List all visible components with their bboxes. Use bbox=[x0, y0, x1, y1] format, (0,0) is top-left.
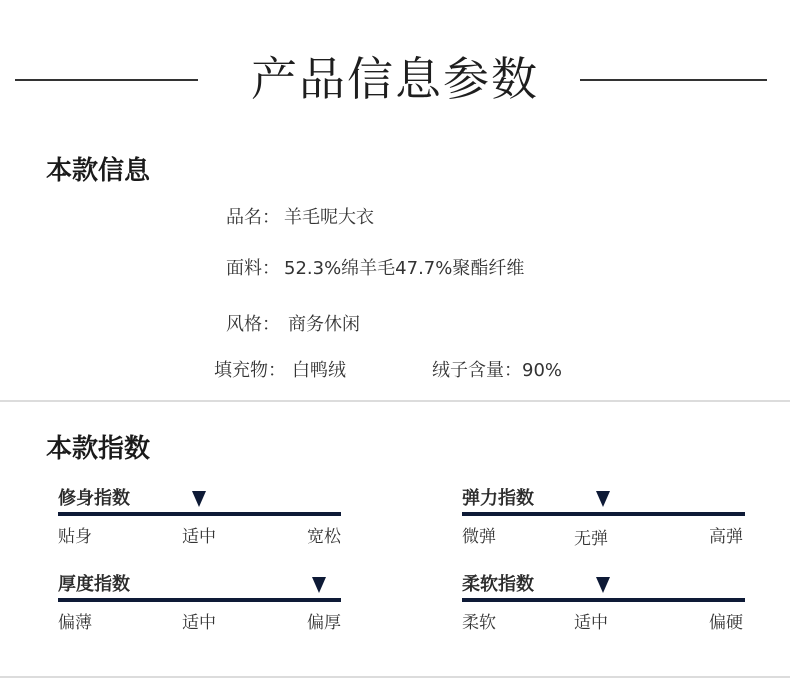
elasticity-index-name: 弹力指数 bbox=[462, 488, 534, 509]
fit-index-tick-low: 贴身 bbox=[58, 527, 92, 547]
softness-index-tick-low: 柔软 bbox=[462, 613, 496, 633]
section-divider bbox=[0, 400, 790, 402]
material-label: 面料： bbox=[226, 258, 280, 279]
fit-index-marker-icon bbox=[192, 491, 206, 507]
header-rule-left bbox=[15, 79, 198, 81]
softness-index-bar bbox=[462, 598, 745, 602]
material-row bbox=[226, 254, 524, 280]
material-value: 52.3%绵羊毛47.7%聚酯纤维 bbox=[284, 258, 525, 279]
softness-index-tick-high: 偏硬 bbox=[709, 613, 743, 633]
filling-value: 白鸭绒 bbox=[292, 360, 346, 381]
filling-label: 填充物： bbox=[214, 360, 286, 381]
thickness-index-tick-low: 偏薄 bbox=[58, 613, 92, 633]
thickness-index-tick-mid: 适中 bbox=[182, 613, 216, 633]
softness-index-marker-icon bbox=[596, 577, 610, 593]
softness-index bbox=[462, 570, 745, 650]
page-header bbox=[0, 44, 790, 114]
style-row bbox=[226, 310, 360, 336]
down-content-label: 绒子含量： bbox=[432, 360, 522, 381]
filling-row bbox=[214, 356, 346, 382]
product-name-row bbox=[226, 203, 374, 229]
thickness-index-marker-icon bbox=[312, 577, 326, 593]
elasticity-index-bar bbox=[462, 512, 745, 516]
info-section-title: 本款信息 bbox=[46, 156, 151, 186]
fit-index-bar bbox=[58, 512, 341, 516]
style-label: 风格： bbox=[226, 314, 280, 335]
header-rule-right bbox=[580, 79, 767, 81]
elasticity-index-marker-icon bbox=[596, 491, 610, 507]
softness-index-tick-mid: 适中 bbox=[574, 613, 608, 633]
page-title: 产品信息参数 bbox=[251, 52, 539, 106]
fit-index-tick-high: 宽松 bbox=[307, 527, 341, 547]
product-name-value: 羊毛呢大衣 bbox=[284, 207, 374, 228]
thickness-index-name: 厚度指数 bbox=[58, 574, 130, 595]
elasticity-index-tick-high: 高弹 bbox=[709, 527, 743, 547]
bottom-divider bbox=[0, 676, 790, 678]
thickness-index-bar bbox=[58, 598, 341, 602]
elasticity-index bbox=[462, 484, 745, 564]
elasticity-index-tick-low: 微弹 bbox=[462, 527, 496, 547]
thickness-index bbox=[58, 570, 341, 650]
elasticity-index-tick-mid: 无弹 bbox=[574, 529, 608, 549]
fit-index-name: 修身指数 bbox=[58, 488, 130, 509]
down-content-value: 90% bbox=[522, 360, 563, 381]
product-name-label: 品名： bbox=[226, 207, 280, 228]
down-content-row bbox=[432, 356, 562, 382]
softness-index-name: 柔软指数 bbox=[462, 574, 534, 595]
index-section-title: 本款指数 bbox=[46, 434, 151, 464]
style-value: 商务休闲 bbox=[288, 314, 360, 335]
thickness-index-tick-high: 偏厚 bbox=[307, 613, 341, 633]
fit-index bbox=[58, 484, 341, 564]
fit-index-tick-mid: 适中 bbox=[182, 527, 216, 547]
